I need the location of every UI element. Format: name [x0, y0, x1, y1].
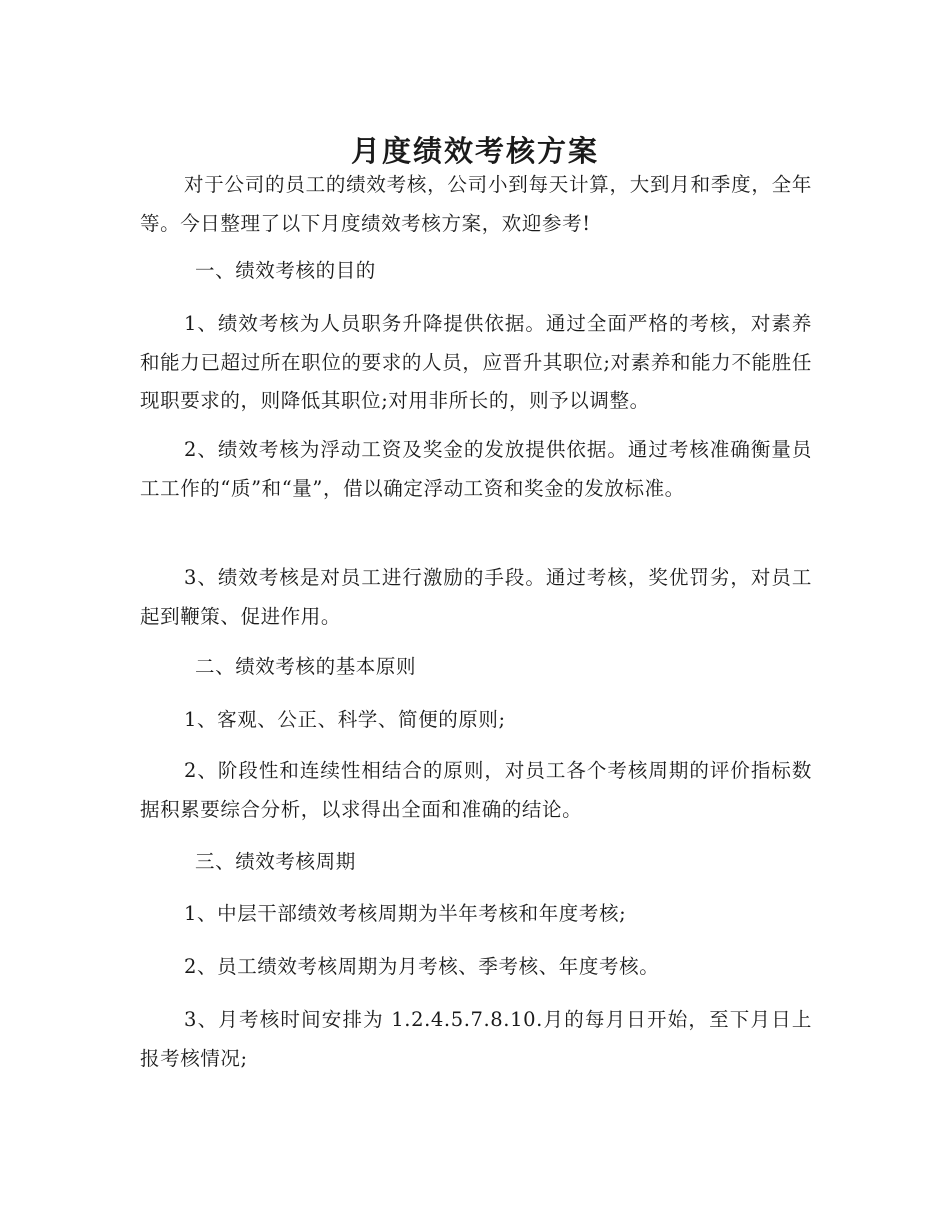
section-heading-principles: 二、绩效考核的基本原则 [195, 655, 417, 678]
list-item: 1、中层干部绩效考核周期为半年考核和年度考核; [184, 902, 627, 925]
intro-paragraph: 对于公司的员工的绩效考核，公司小到每天计算，大到月和季度，全年等。今日整理了以下月度绩效考核方案，欢迎参考! [140, 173, 812, 235]
list-item: 2、员工绩效考核周期为月考核、季考核、年度考核。 [184, 955, 660, 978]
list-item: 1、客观、公正、科学、简便的原则; [184, 708, 506, 731]
list-item: 3、绩效考核是对员工进行激励的手段。通过考核，奖优罚劣，对员工起到鞭策、促进作用。 [140, 566, 812, 628]
list-item: 1、绩效考核为人员职务升降提供依据。通过全面严格的考核，对素养和能力已超过所在职位的要求的人员，应晋升其职位;对素养和能力不能胜任现职要求的，则降低其职位;对用非所长的，则予以调整。 [140, 312, 812, 412]
list-item: 2、阶段性和连续性相结合的原则，对员工各个考核周期的评价指标数据积累要综合分析，以求得出全面和准确的结论。 [140, 759, 812, 821]
section-heading-cycle: 三、绩效考核周期 [195, 850, 356, 873]
document-title: 月度绩效考核方案 [350, 134, 599, 169]
section-heading-purpose: 一、绩效考核的目的 [195, 259, 376, 282]
list-item: 3、月考核时间安排为 1.2.4.5.7.8.10.月的每月日开始，至下月日上报考核情况; [140, 1008, 812, 1070]
list-item: 2、绩效考核为浮动工资及奖金的发放提供依据。通过考核准确衡量员工工作的“质”和“量”，借以确定浮动工资和奖金的发放标准。 [140, 438, 812, 500]
